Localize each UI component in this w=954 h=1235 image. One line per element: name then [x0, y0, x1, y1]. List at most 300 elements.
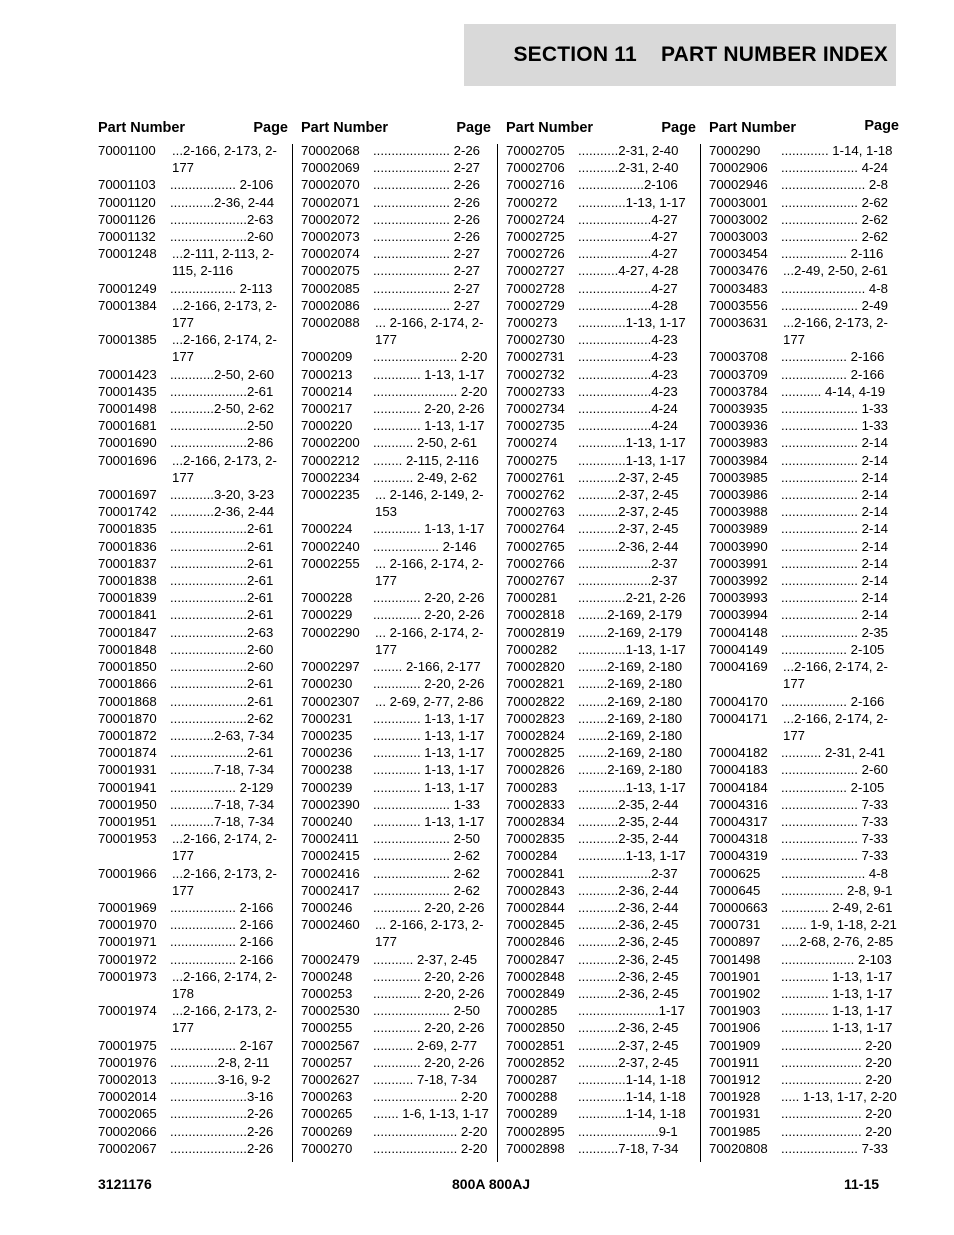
index-entry: [709, 899, 899, 916]
index-entry: [506, 761, 696, 778]
index-entry: [301, 899, 491, 916]
page-reference: ..................... 2-27: [373, 263, 481, 279]
part-number: 7000270: [301, 1140, 353, 1156]
index-entry: [506, 916, 696, 933]
page-reference: ............. 1-13, 1-17: [373, 521, 485, 537]
part-number: 70002085: [301, 280, 360, 296]
part-number: 70001870: [98, 710, 157, 726]
index-entry: [98, 228, 288, 245]
index-rows: [98, 142, 288, 1157]
column-divider: [497, 144, 498, 1162]
part-number: 70002733: [506, 383, 565, 399]
page-reference: ........... 2-37, 2-45: [373, 951, 478, 967]
part-number: 7001902: [709, 985, 761, 1001]
index-entry: [709, 710, 899, 744]
page-reference: .....................2-61: [170, 573, 274, 589]
index-entry: [301, 366, 491, 383]
index-column-2: [301, 118, 491, 1157]
index-entry: [301, 486, 491, 520]
part-number: 70002835: [506, 831, 565, 847]
index-entry: [98, 434, 288, 451]
part-number: 70001850: [98, 659, 157, 675]
page-reference: ............2-50, 2-62: [170, 401, 275, 417]
part-number: 70002290: [301, 624, 360, 640]
page-reference: ...........2-31, 2-40: [578, 143, 679, 158]
index-entry: [98, 572, 288, 589]
part-number-heading: Part Number: [506, 120, 594, 136]
part-number: 7000220: [301, 418, 353, 434]
index-entry: [506, 297, 696, 314]
part-number: 70002825: [506, 745, 565, 761]
page-reference: .................. 2-166: [781, 693, 885, 709]
index-entry: [709, 1105, 899, 1122]
page-reference: ...........2-36, 2-45: [578, 917, 679, 933]
page-heading: Page: [456, 120, 491, 136]
index-rows: [301, 142, 491, 1157]
part-number: 70002765: [506, 538, 565, 554]
index-entry: [709, 194, 899, 211]
index-entry: [506, 400, 696, 417]
index-entry: [506, 847, 696, 864]
index-entry: [709, 1140, 899, 1157]
page-reference: ..................... 2-14: [781, 452, 889, 468]
part-number: 70001696: [98, 452, 157, 468]
index-entry: [709, 865, 899, 882]
index-entry: [301, 159, 491, 176]
index-entry: [709, 779, 899, 796]
section-title: SECTION 11 PART NUMBER INDEX: [513, 43, 888, 66]
part-number: 70001384: [98, 297, 157, 313]
part-number: 70001385: [98, 332, 157, 348]
index-entry: [709, 348, 899, 365]
index-entry: [506, 538, 696, 555]
part-number: 70002716: [506, 177, 565, 193]
part-number: 70002088: [301, 315, 360, 331]
page-reference: ..... 1-13, 1-17, 2-20: [781, 1089, 897, 1105]
part-number: 70002732: [506, 366, 565, 382]
page-reference: ..................... 2-14: [781, 435, 889, 451]
index-entry: [301, 1037, 491, 1054]
index-entry: [301, 520, 491, 537]
page-reference: ....................4-23: [578, 349, 678, 365]
index-entry: [98, 641, 288, 658]
page-reference: .............1-13, 1-17: [578, 848, 686, 864]
part-number: 70002065: [98, 1106, 157, 1122]
page-reference: ......................1-17: [578, 1003, 686, 1019]
part-number: 7000288: [506, 1089, 558, 1105]
part-number: 7001498: [709, 951, 761, 967]
page-reference: ...........2-36, 2-45: [578, 985, 679, 1001]
part-number: 70001866: [98, 676, 157, 692]
index-entry: [709, 1071, 899, 1088]
index-entry: [506, 744, 696, 761]
part-number: 70002307: [301, 693, 360, 709]
page-reference: ... 2-146, 2-149, 2-153: [375, 487, 484, 520]
page-reference: ..................... 2-14: [781, 504, 889, 520]
index-entry: [301, 865, 491, 882]
page-reference: ...2-166, 2-174, 2-178: [172, 968, 277, 1001]
index-entry: [301, 194, 491, 211]
page-reference: ..................... 1-33: [781, 418, 889, 434]
part-number: 70002898: [506, 1140, 565, 1156]
part-number: 70002852: [506, 1054, 565, 1070]
part-number: 70001697: [98, 487, 157, 503]
index-entry: [506, 331, 696, 348]
index-entry: [98, 796, 288, 813]
part-number: 70004183: [709, 762, 768, 778]
index-entry: [709, 228, 899, 245]
part-number: 70002766: [506, 555, 565, 571]
part-number: 70001872: [98, 727, 157, 743]
page-reference: .....................2-61: [170, 383, 274, 399]
index-entry: [301, 142, 491, 159]
part-number: 7000290: [709, 143, 761, 158]
column-header: [98, 118, 288, 142]
part-number: 70004182: [709, 745, 768, 761]
page-reference: ...2-166, 2-173, 2-177: [172, 452, 277, 485]
index-entry: [98, 176, 288, 193]
index-entry: [709, 417, 899, 434]
page-reference: ........2-169, 2-180: [578, 727, 683, 743]
part-number: 70003993: [709, 590, 768, 606]
page-reference: ...........2-36, 2-45: [578, 968, 679, 984]
index-entry: [709, 1054, 899, 1071]
part-number: 70001839: [98, 590, 157, 606]
page-reference: ........... 4-14, 4-19: [781, 383, 886, 399]
index-entry: [709, 813, 899, 830]
page-reference: .....................2-61: [170, 590, 274, 606]
page-reference: ..................... 2-27: [373, 280, 481, 296]
part-number: 7000240: [301, 813, 353, 829]
part-number: 70003936: [709, 418, 768, 434]
index-entry: [506, 366, 696, 383]
part-number: 70003985: [709, 469, 768, 485]
page-reference: ..................... 2-35: [781, 624, 889, 640]
index-entry: [98, 761, 288, 778]
index-entry: [709, 572, 899, 589]
index-entry: [506, 417, 696, 434]
part-number: 70002724: [506, 211, 565, 227]
index-entry: [506, 968, 696, 985]
index-entry: [301, 675, 491, 692]
part-number: 70002730: [506, 332, 565, 348]
index-entry: [98, 1071, 288, 1088]
page-reference: .................. 2-166: [170, 934, 274, 950]
part-number: 70002072: [301, 211, 360, 227]
index-entry: [709, 211, 899, 228]
part-number: 70003631: [709, 315, 768, 331]
page-reference: ..................... 2-27: [373, 160, 481, 176]
page-reference: .....................2-63: [170, 624, 274, 640]
index-entry: [709, 520, 899, 537]
page-reference: ............. 1-13, 1-17: [373, 710, 485, 726]
index-entry: [506, 624, 696, 641]
page-reference: ...2-166, 2-174, 2-177: [783, 659, 888, 692]
index-entry: [506, 469, 696, 486]
page-reference: ....... 1-9, 1-18, 2-21: [781, 917, 897, 933]
part-number: 70002763: [506, 504, 565, 520]
page-reference: ............. 1-13, 1-17: [373, 779, 485, 795]
page-reference: ........2-169, 2-179: [578, 624, 683, 640]
page-reference: ................. 2-8, 9-1: [781, 882, 893, 898]
index-entry: [506, 434, 696, 451]
page-reference: .............1-14, 1-18: [578, 1089, 686, 1105]
index-entry: [506, 211, 696, 228]
part-number: 70001681: [98, 418, 157, 434]
page-reference: ....... 1-6, 1-13, 1-17: [373, 1106, 489, 1122]
index-entry: [709, 434, 899, 451]
index-entry: [301, 280, 491, 297]
part-number: 7000274: [506, 435, 558, 451]
page-reference: ..................... 2-62: [373, 865, 481, 881]
index-entry: [709, 968, 899, 985]
index-entry: [98, 589, 288, 606]
index-entry: [709, 1123, 899, 1140]
part-number: 70003935: [709, 401, 768, 417]
page-reference: .................. 2-166: [170, 951, 274, 967]
part-number: 70002841: [506, 865, 565, 881]
page-reference: ............. 1-13, 1-17: [373, 418, 485, 434]
index-entry: [301, 297, 491, 314]
part-number: 70001970: [98, 917, 157, 933]
part-number: 70002627: [301, 1071, 360, 1087]
page-reference: .................. 2-106: [170, 177, 274, 193]
part-number: 70002728: [506, 280, 565, 296]
page-reference: ............. 1-13, 1-17: [781, 1003, 893, 1019]
index-entry: [301, 951, 491, 968]
index-entry: [709, 538, 899, 555]
page-reference: .....................2-61: [170, 521, 274, 537]
part-number: 7001931: [709, 1106, 761, 1122]
index-entry: [506, 194, 696, 211]
section-title-banner: [464, 24, 896, 86]
part-number: 7001901: [709, 968, 761, 984]
part-number: 70002820: [506, 659, 565, 675]
part-number: 7000269: [301, 1123, 353, 1139]
index-entry: [98, 1123, 288, 1140]
part-number: 70002417: [301, 882, 360, 898]
page-reference: ....................4-28: [578, 297, 678, 313]
page-reference: .................. 2-166: [781, 366, 885, 382]
part-number: 70002727: [506, 263, 565, 279]
part-number: 70004149: [709, 641, 768, 657]
page-reference: .................... 2-103: [781, 951, 892, 967]
index-entry: [98, 830, 288, 864]
page-reference: .................. 2-116: [781, 246, 884, 262]
part-number: 7000224: [301, 521, 353, 537]
part-number: 70002069: [301, 160, 360, 176]
page-reference: ....................... 2-20: [373, 1089, 488, 1105]
page-reference: .................. 2-105: [781, 779, 885, 795]
index-entry: [98, 520, 288, 537]
page-reference: ............. 2-20, 2-26: [373, 1020, 485, 1036]
part-number: 70004171: [709, 710, 768, 726]
page-reference: ...........2-36, 2-45: [578, 934, 679, 950]
page-reference: ...........2-35, 2-44: [578, 796, 679, 812]
part-number: 70002849: [506, 985, 565, 1001]
index-entry: [301, 417, 491, 434]
part-number: 70003994: [709, 607, 768, 623]
page-reference: ..................... 2-26: [373, 211, 481, 227]
index-entry: [506, 245, 696, 262]
part-number: 70002014: [98, 1089, 157, 1105]
page-reference: .....................2-26: [170, 1106, 274, 1122]
page-reference: .................. 2-166: [781, 349, 885, 365]
page-reference: ...........2-36, 2-44: [578, 538, 679, 554]
part-number: 70004169: [709, 659, 768, 675]
index-entry: [301, 606, 491, 623]
page-reference: ..................... 2-14: [781, 573, 889, 589]
page-reference: .....................2-50: [170, 418, 274, 434]
part-number: 7000213: [301, 366, 353, 382]
page-reference: ...........2-37, 2-45: [578, 504, 679, 520]
part-number: 70002200: [301, 435, 360, 451]
part-number: 70002530: [301, 1003, 360, 1019]
page-reference: ...........7-18, 7-34: [578, 1140, 679, 1156]
index-entry: [98, 486, 288, 503]
index-entry: [301, 383, 491, 400]
part-number: 70002075: [301, 263, 360, 279]
page-reference: ............. 2-20, 2-26: [373, 590, 485, 606]
part-number-heading: Part Number: [709, 120, 797, 136]
page-reference: ..................... 2-14: [781, 538, 889, 554]
page-reference: ....................4-23: [578, 366, 678, 382]
page-reference: .....................2-61: [170, 676, 274, 692]
index-entry: [98, 1140, 288, 1157]
page-reference: .....2-68, 2-76, 2-85: [781, 934, 894, 950]
part-number: 70001126: [98, 211, 156, 227]
part-number: 70002946: [709, 177, 768, 193]
column-header: [709, 118, 899, 142]
index-entry: [506, 830, 696, 847]
page-reference: ..................... 2-27: [373, 297, 481, 313]
part-number: 70001966: [98, 865, 157, 881]
page-reference: .............1-14, 1-18: [578, 1071, 686, 1087]
part-number: 70001249: [98, 280, 157, 296]
index-entry: [709, 245, 899, 262]
index-entry: [506, 486, 696, 503]
part-number: 7000284: [506, 848, 558, 864]
part-number: 7000229: [301, 607, 353, 623]
page-reference: ........2-169, 2-180: [578, 676, 683, 692]
index-entry: [709, 796, 899, 813]
page-reference: ............. 2-20, 2-26: [373, 401, 485, 417]
index-entry: [98, 968, 288, 1002]
page-reference: ............. 2-20, 2-26: [373, 985, 485, 1001]
part-number: 70003990: [709, 538, 768, 554]
page-reference: ....................4-23: [578, 383, 678, 399]
index-entry: [98, 624, 288, 641]
page-reference: ...........2-37, 2-45: [578, 1054, 679, 1070]
page-reference: ..................... 2-14: [781, 555, 889, 571]
column-divider: [700, 144, 701, 1162]
index-entry: [506, 142, 696, 159]
part-number: 7000281: [506, 590, 558, 606]
page-reference: .............1-13, 1-17: [578, 435, 686, 451]
index-entry: [506, 606, 696, 623]
index-entry: [98, 658, 288, 675]
index-entry: [709, 176, 899, 193]
part-number: 7000235: [301, 727, 353, 743]
part-number: 7000285: [506, 1003, 558, 1019]
page-reference: ..................... 2-50: [373, 831, 481, 847]
part-number: 70003003: [709, 229, 768, 245]
index-entry: [506, 1088, 696, 1105]
index-entry: [301, 968, 491, 985]
page-reference: ...2-166, 2-174, 2-177: [172, 831, 277, 864]
index-entry: [506, 589, 696, 606]
part-number: 70002705: [506, 143, 565, 158]
index-entry: [98, 555, 288, 572]
page-reference: .....................2-61: [170, 693, 274, 709]
page-reference: ........2-169, 2-180: [578, 745, 683, 761]
page-reference: ...................... 2-20: [781, 1123, 892, 1139]
index-entry: [709, 847, 899, 864]
index-entry: [98, 1002, 288, 1036]
part-number: 70003454: [709, 246, 768, 262]
page-reference: ........ 2-166, 2-177: [373, 659, 481, 675]
page-reference: ...........2-36, 2-45: [578, 1020, 679, 1036]
page-reference: .................. 2-167: [170, 1037, 274, 1053]
page-reference: .............1-13, 1-17: [578, 779, 686, 795]
index-entry: [506, 520, 696, 537]
index-entry: [709, 1019, 899, 1036]
page-reference: ...........2-37, 2-45: [578, 487, 679, 503]
index-entry: [709, 606, 899, 623]
part-number: 70001953: [98, 831, 157, 847]
index-entry: [98, 245, 288, 279]
index-entry: [709, 486, 899, 503]
page-reference: ............7-18, 7-34: [170, 762, 275, 778]
page-reference: ............. 1-14, 1-18: [781, 143, 893, 158]
page-reference: ..................... 2-26: [373, 177, 481, 193]
index-entry: [301, 1002, 491, 1019]
page-reference: .....................2-60: [170, 641, 274, 657]
part-number: 7001909: [709, 1037, 761, 1053]
page-reference: ............2-36, 2-44: [170, 194, 275, 210]
index-entry: [301, 624, 491, 658]
index-entry: [506, 796, 696, 813]
index-column-3: [506, 118, 696, 1157]
page-reference: ... 2-69, 2-77, 2-86: [375, 693, 484, 709]
part-number: 70002729: [506, 297, 565, 313]
part-number: 70003476: [709, 263, 768, 279]
page-reference: ............. 1-13, 1-17: [781, 1020, 893, 1036]
index-entry: [709, 882, 899, 899]
part-number: 70002767: [506, 573, 565, 589]
page-reference: ............. 1-13, 1-17: [373, 813, 485, 829]
index-entry: [506, 813, 696, 830]
index-entry: [98, 779, 288, 796]
part-number: 70003989: [709, 521, 768, 537]
index-entry: [506, 383, 696, 400]
index-entry: [301, 727, 491, 744]
index-entry: [98, 211, 288, 228]
index-entry: [301, 1071, 491, 1088]
page-reference: ..................... 2-62: [373, 882, 481, 898]
part-number: 7000255: [301, 1020, 353, 1036]
index-entry: [98, 899, 288, 916]
index-entry: [709, 589, 899, 606]
index-entry: [709, 555, 899, 572]
page-reference: ....................4-23: [578, 332, 678, 348]
column-header: [301, 118, 491, 142]
part-number: 70020808: [709, 1140, 768, 1156]
part-number: 7001906: [709, 1020, 761, 1036]
index-entry: [709, 658, 899, 692]
part-number: 70001132: [98, 229, 156, 245]
part-number: 70002731: [506, 349, 565, 365]
